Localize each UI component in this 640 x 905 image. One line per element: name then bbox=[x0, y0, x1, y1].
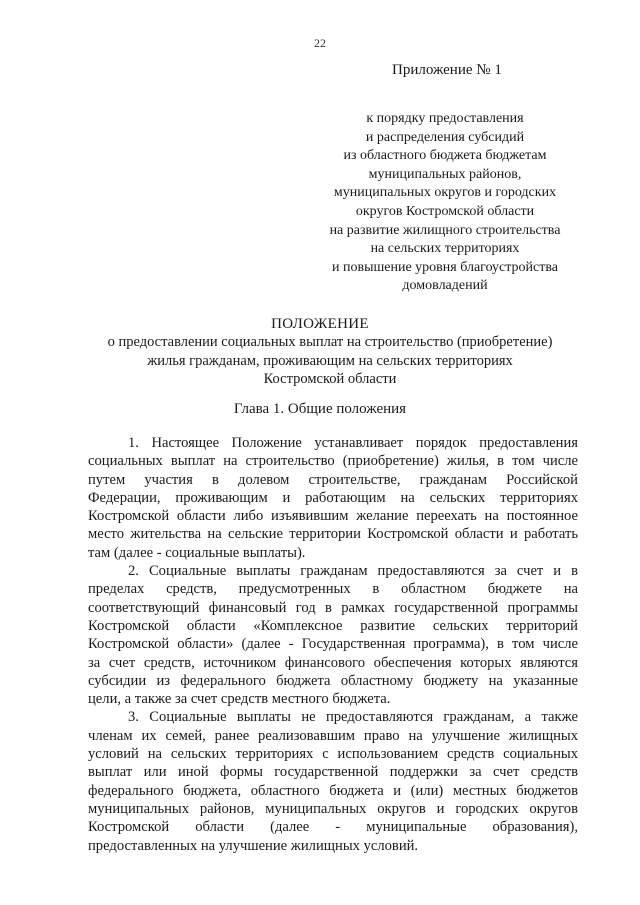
appendix-line: муниципальных районов, bbox=[368, 166, 522, 182]
subtitle-line: о предоставлении социальных выплат на строительство (приобретение) bbox=[107, 334, 553, 350]
document-title: ПОЛОЖЕНИЕ bbox=[271, 316, 369, 332]
text-line: Костромской области» (далее - Государственная программа), в том числе bbox=[88, 636, 578, 653]
appendix-description bbox=[300, 110, 590, 296]
text-line: там (далее - социальные выплаты). bbox=[88, 544, 306, 561]
text-line: за счет средств, источником финансового обеспечения которых являются bbox=[88, 654, 578, 671]
appendix-title: Приложение № 1 bbox=[392, 62, 502, 78]
text-line: Костромской области (далее - муниципальные образования), bbox=[88, 819, 578, 836]
text-line: пределах средств, предусмотренных в областном бюджете на bbox=[88, 581, 578, 598]
chapter-title: Глава 1. Общие положения bbox=[233, 401, 407, 417]
text-line: Федерации, проживающим и работающим на сельских территориях bbox=[88, 489, 578, 506]
text-line: путем участия в долевом строительстве, гражданам Российской bbox=[88, 471, 578, 488]
appendix-line: домовладений bbox=[402, 278, 488, 294]
appendix-line: и распределения субсидий bbox=[365, 129, 525, 145]
appendix-line: к порядку предоставления bbox=[366, 111, 524, 126]
text-line: социальных выплат на строительство (приобретение) жилья, в том числе bbox=[88, 453, 578, 470]
text-line: 2. Социальные выплаты гражданам предоставляются за счет и в bbox=[128, 563, 578, 580]
text-line: выплат или иной формы государственной поддержки за счет средств bbox=[88, 764, 578, 781]
appendix-line: на сельских территориях bbox=[370, 241, 520, 257]
subtitle-line: Костромской области bbox=[263, 371, 397, 388]
text-line: субсидии из федерального бюджета областному бюджету на указанные bbox=[88, 672, 578, 689]
paragraph-2 bbox=[88, 562, 578, 708]
appendix-line: и повышение уровня благоустройства bbox=[331, 259, 559, 275]
text-line: место жительства на сельские территории Костромской области и работать bbox=[88, 526, 578, 543]
text-line: цели, а также за счет средств местного бюджета. bbox=[88, 691, 391, 708]
text-line: федерального бюджета, областного бюджета и (или) местных бюджетов bbox=[88, 782, 578, 799]
appendix-line: на развитие жилищного строительства bbox=[329, 222, 561, 238]
paragraph-3 bbox=[88, 708, 578, 854]
text-line: соответствующий финансовый год в рамках государственной программы bbox=[88, 599, 578, 616]
appendix-line: округов Костромской области bbox=[355, 203, 535, 219]
text-line: 1. Настоящее Положение устанавливает порядок предоставления bbox=[128, 435, 578, 451]
text-line: Костромской области либо изъявившим желание переехать на постоянное bbox=[88, 508, 578, 525]
text-line: членам их семей, ранее реализовавшим право на улучшение жилищных bbox=[88, 727, 578, 744]
appendix-line: муниципальных округов и городских bbox=[333, 185, 557, 201]
subtitle-line: жилья гражданам, проживающим на сельских территориях bbox=[147, 352, 513, 369]
appendix-line: из областного бюджета бюджетам bbox=[343, 148, 547, 164]
paragraph-1 bbox=[88, 434, 578, 562]
body-text bbox=[88, 434, 578, 855]
text-line: условий на сельских территориях с использованием средств социальных bbox=[88, 746, 578, 763]
text-line: Костромской области «Комплексное развитие сельских территорий bbox=[88, 617, 578, 634]
document-subtitle bbox=[80, 333, 580, 389]
text-line: муниципальных районов, муниципальных округов и городских округов bbox=[88, 800, 578, 817]
page-number: 22 bbox=[314, 36, 326, 50]
text-line: предоставленных на улучшение жилищных условий. bbox=[88, 837, 419, 854]
text-line: 3. Социальные выплаты не предоставляются гражданам, а также bbox=[128, 709, 578, 726]
